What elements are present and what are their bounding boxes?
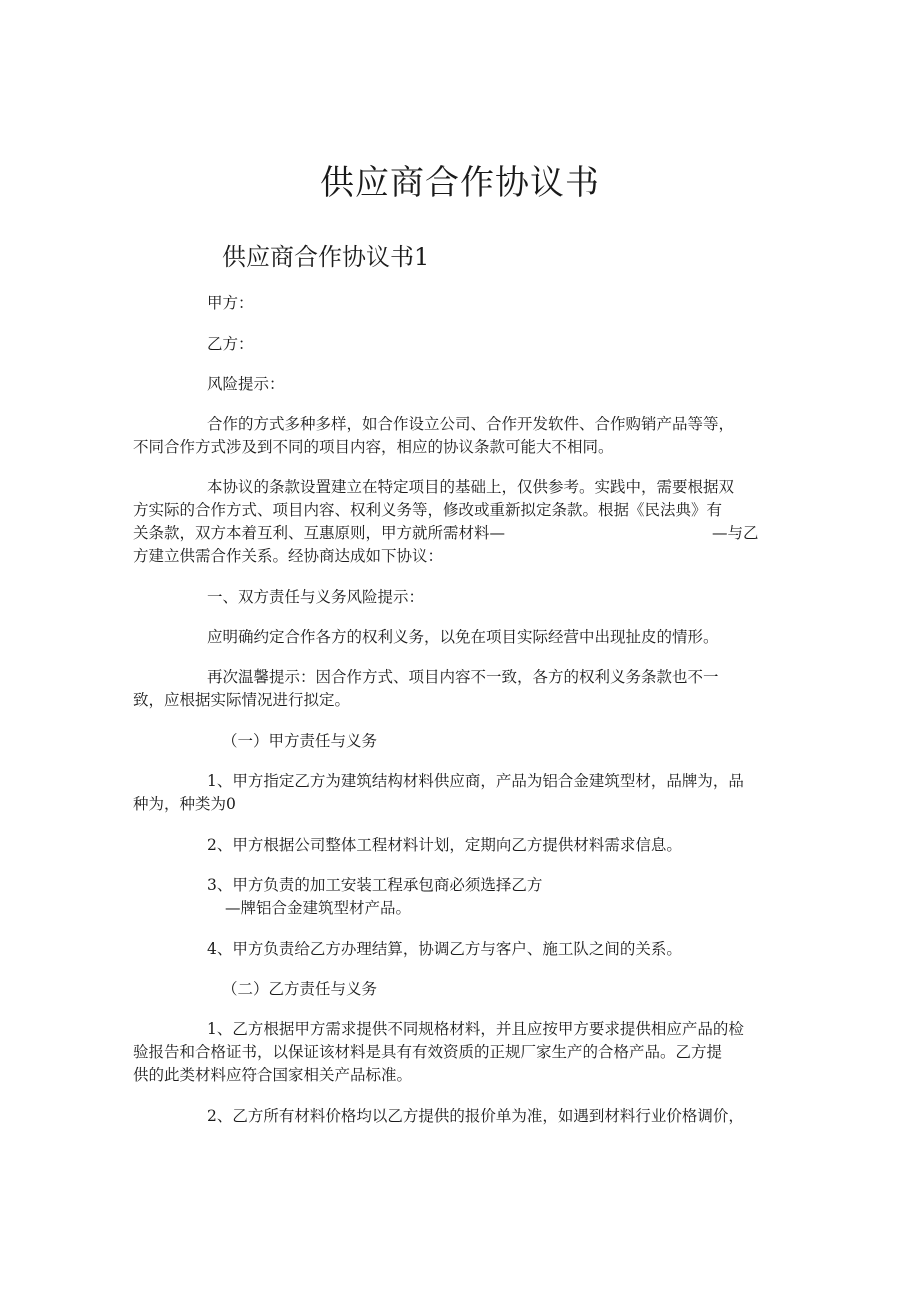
document-subtitle: 供应商合作协议书1	[222, 243, 430, 271]
section-heading: 一、双方责任与义务风险提示：	[207, 588, 425, 606]
paragraph-line: 合作的方式多种多样，如合作设立公司、合作开发软件、合作购销产品等等，	[207, 415, 735, 433]
paragraph-line: 方建立供需合作关系。经协商达成如下协议：	[133, 547, 444, 565]
clause-line: 3、甲方负责的加工安装工程承包商必须选择乙方	[207, 876, 543, 894]
subsection-heading: （二）乙方责任与义务	[222, 980, 378, 998]
subsection-heading: （一）甲方责任与义务	[222, 732, 378, 750]
clause-line: 验报告和合格证书，以保证该材料是具有有效资质的正规厂家生产的合格产品。乙方提	[133, 1043, 723, 1061]
document-title: 供应商合作协议书	[320, 163, 600, 203]
clause-line: 2、甲方根据公司整体工程材料计划，定期向乙方提供材料需求信息。	[207, 836, 682, 854]
risk-heading: 风险提示：	[207, 375, 285, 393]
clause-line: 1、甲方指定乙方为建筑结构材料供应商，产品为铝合金建筑型材，品牌为，品	[207, 772, 744, 790]
paragraph-line: 应明确约定合作各方的权利义务，以免在项目实际经营中出现扯皮的情形。	[207, 628, 719, 646]
paragraph-line: 本协议的条款设置建立在特定项目的基础上，仅供参考。实践中，需要根据双	[207, 478, 735, 496]
paragraph-line: 方实际的合作方式、项目内容、权利义务等，修改或重新拟定条款。根据《民法典》有	[133, 501, 723, 519]
paragraph-line: 不同合作方式涉及到不同的项目内容，相应的协议条款可能大不相同。	[133, 438, 614, 456]
clause-line: 2、乙方所有材料价格均以乙方提供的报价单为准，如遇到材料行业价格调价，	[207, 1107, 744, 1125]
paragraph-line: —与乙	[712, 524, 759, 542]
clause-line: 种为，种类为0	[133, 795, 236, 813]
clause-line: 4、甲方负责给乙方办理结算，协调乙方与客户、施工队之间的关系。	[207, 940, 682, 958]
party-a-label: 甲方：	[207, 294, 254, 312]
paragraph-line: 关条款，双方本着互利、互惠原则，甲方就所需材料—	[133, 524, 506, 542]
clause-line: 供的此类材料应符合国家相关产品标准。	[133, 1066, 413, 1084]
paragraph-line: 再次温馨提示：因合作方式、项目内容不一致，各方的权利义务条款也不一	[207, 668, 719, 686]
clause-line: 1、乙方根据甲方需求提供不同规格材料，并且应按甲方要求提供相应产品的检	[207, 1020, 744, 1038]
clause-line: —牌铝合金建筑型材产品。	[225, 899, 412, 917]
party-b-label: 乙方：	[207, 335, 254, 353]
paragraph-line: 致，应根据实际情况进行拟定。	[133, 691, 351, 709]
